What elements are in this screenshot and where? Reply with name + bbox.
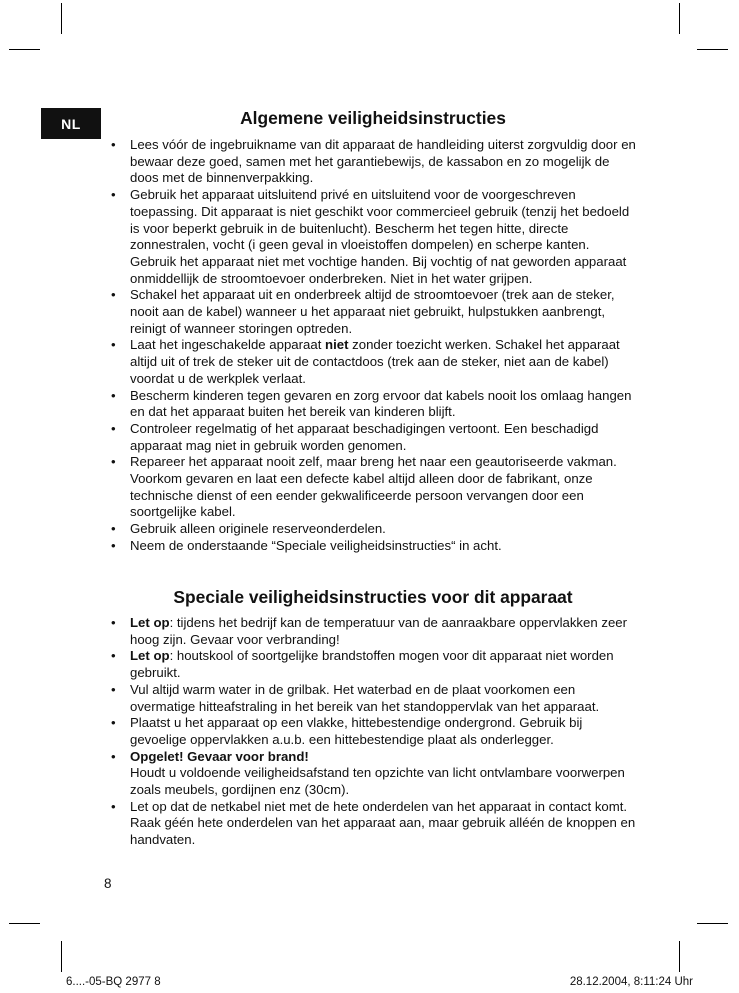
crop-mark: [9, 49, 40, 50]
page-number: 8: [104, 876, 112, 891]
list-item: • Laat het ingeschakelde apparaat niet zonder toezicht werken. Schakel het apparaat altijd uit of trek de steker uit de contactdoos (trek aan de steker, niet aan de kabel) voordat u de werkplek verlaat.: [108, 337, 636, 387]
general-safety-list: [108, 137, 636, 555]
list-item: • Controleer regelmatig of het apparaat beschadigingen vertoont. Een beschadigd apparaat mag niet in gebruik worden genomen.: [108, 421, 636, 454]
list-item: • Let op: houtskool of soortgelijke brandstoffen mogen voor dit apparaat niet worden gebruikt.: [108, 648, 636, 681]
list-item: • Schakel het apparaat uit en onderbreek altijd de stroomtoevoer (trek aan de steker, nooit aan de kabel) wanneer u het apparaat niet gebruikt, hulpstukken aanbrengt, reinigt of wanneer storingen optreden.: [108, 287, 636, 337]
special-safety-list: [108, 615, 636, 849]
list-item: • Let op dat de netkabel niet met de hete onderdelen van het apparaat in contact komt. Raak géén hete onderdelen van het apparaat aan, maar gebruik alléén de knoppen en handvaten.: [108, 799, 636, 849]
footer-timestamp: 28.12.2004, 8:11:24 Uhr: [569, 976, 693, 988]
footer-file-info: 6....-05-BQ 2977 8: [66, 976, 161, 988]
crop-mark: [61, 941, 62, 972]
crop-mark: [61, 3, 62, 34]
crop-mark: [679, 3, 680, 34]
list-item: • Let op: tijdens het bedrijf kan de temperatuur van de aanraakbare oppervlakken zeer hoog zijn. Gevaar voor verbranding!: [108, 615, 636, 648]
list-item: • Lees vóór de ingebruikname van dit apparaat de handleiding uiterst zorgvuldig door en bewaar deze goed, samen met het garantiebewijs, de kassabon en zo mogelijk de doos met de binnenverpakking.: [108, 137, 636, 187]
list-item: • Bescherm kinderen tegen gevaren en zorg ervoor dat kabels nooit los omlaag hangen en dat het apparaat buiten het bereik van kinderen blijft.: [108, 388, 636, 421]
crop-mark: [697, 49, 728, 50]
list-item: • Gebruik het apparaat uitsluitend privé en uitsluitend voor de voorgeschreven toepassing. Dit apparaat is niet geschikt voor commercieel gebruik (tenzij het bedoeld is voor beperkt gebruik in de buitenlucht). Bescherm het tegen hitte, directe zonnestralen, vocht (i geen geval in vloeistoffen dompelen) en scherpe kanten. Gebruik het apparaat niet met vochtige handen. Bij vochtig of nat geworden apparaat onmiddellijk de stroomtoevoer onderbreken. Niet in het water grijpen.: [108, 187, 636, 287]
list-item: • Gebruik alleen originele reserveonderdelen.: [108, 521, 636, 538]
list-item: • Vul altijd warm water in de grilbak. Het waterbad en de plaat voorkomen een overmatige hitteafstraling in het bereik van het standoppervlak van het apparaat.: [108, 682, 636, 715]
language-tab: NL: [41, 108, 101, 139]
list-item: • Repareer het apparaat nooit zelf, maar breng het naar een geautoriseerde vakman. Voorkom gevaren en laat een defecte kabel altijd alleen door de fabrikant, onze technische dienst of een eender gekwalificeerde persoon vervangen door een soortgelijke kabel.: [108, 454, 636, 521]
list-item: • Neem de onderstaande “Speciale veiligheidsinstructies“ in acht.: [108, 538, 636, 555]
crop-mark: [9, 923, 40, 924]
crop-mark: [697, 923, 728, 924]
section-title-general: Algemene veiligheidsinstructies: [240, 108, 506, 128]
crop-mark: [679, 941, 680, 972]
list-item: • Plaatst u het apparaat op een vlakke, hittebestendige ondergrond. Gebruik bij gevoelige oppervlakken a.u.b. een hittebestendige plaat als onderlegger.: [108, 715, 636, 748]
section-title-special: Speciale veiligheidsinstructies voor dit apparaat: [173, 587, 573, 607]
list-item: • Opgelet! Gevaar voor brand! Houdt u voldoende veiligheidsafstand ten opzichte van licht ontvlambare voorwerpen zoals meubels, gordijnen enz (30cm).: [108, 749, 636, 799]
